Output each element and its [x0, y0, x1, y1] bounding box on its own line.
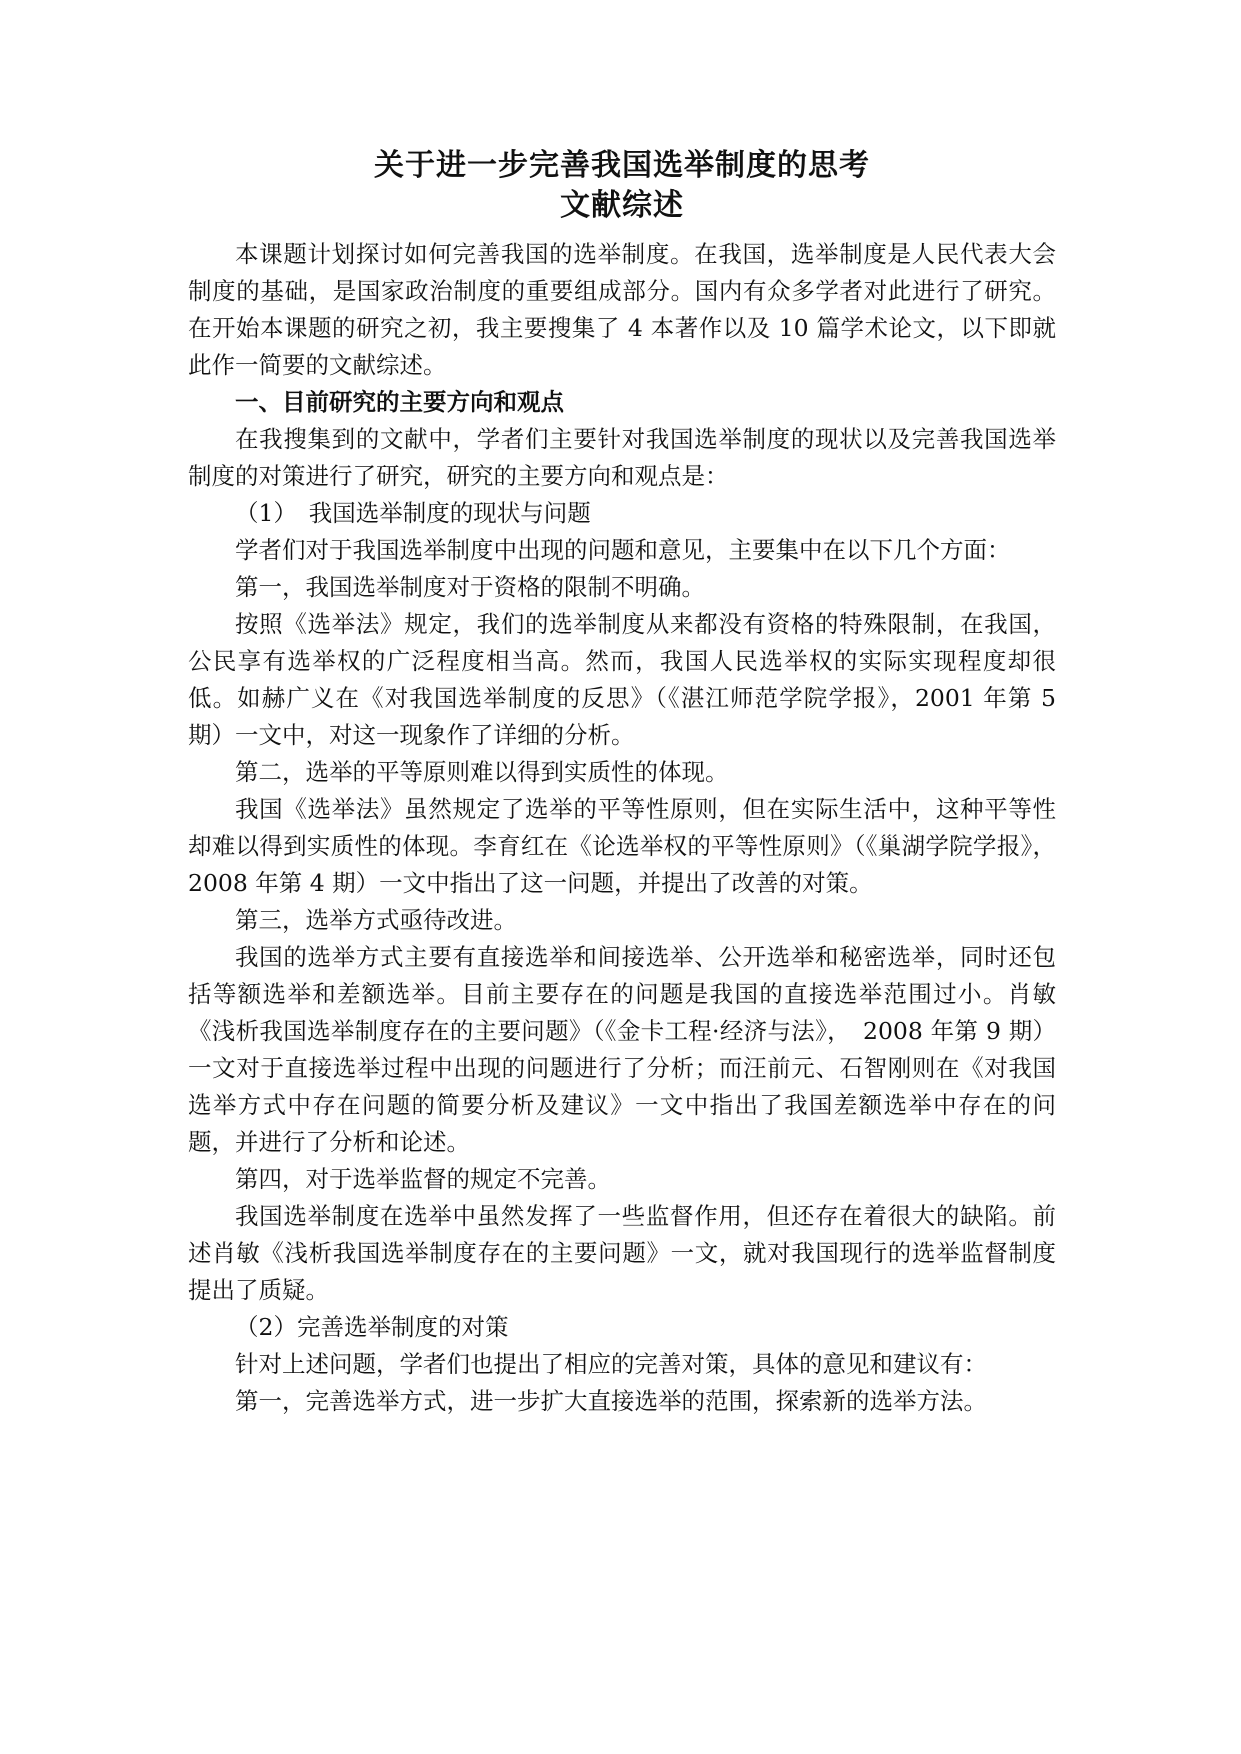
point-heading-4: 第四，对于选举监督的规定不完善。: [235, 1165, 611, 1193]
document-title: [188, 146, 1056, 226]
point-paragraph-1: 按照《选举法》规定，我们的选举制度从来都没有资格的特殊限制，在我国，公民享有选举权的广泛程度相当高。然而，我国人民选举权的实际实现程度却很低。如赫广义在《对我国选举制度的反思》（《湛江师范学院学报》，2001 年第 5 期）一文中，对这一现象作了详细的分析。: [188, 610, 1056, 749]
point-paragraph-3: 我国的选举方式主要有直接选举和间接选举、公开选举和秘密选举，同时还包括等额选举和差额选举。目前主要存在的问题是我国的直接选举范围过小。肖敏《浅析我国选举制度存在的主要问题》（《金卡工程·经济与法》， 2008 年第 9 期）一文对于直接选举过程中出现的问题进行了分析；而汪前元、石智刚则在《对我国选举方式中存在问题的简要分析及建议》一文中指出了我国差额选举中存在的问题，并进行了分析和论述。: [188, 943, 1056, 1156]
point-paragraph-4: 我国选举制度在选举中虽然发挥了一些监督作用，但还存在着很大的缺陷。前述肖敏《浅析我国选举制度存在的主要问题》一文，就对我国现行的选举监督制度提出了质疑。: [188, 1202, 1056, 1304]
point-heading-2: 第二，选举的平等原则难以得到实质性的体现。: [235, 758, 729, 786]
point-heading-3: 第三，选举方式亟待改进。: [235, 906, 517, 934]
subsection-heading-2: （2）完善选举制度的对策: [235, 1313, 509, 1341]
subsection-intro-paragraph: 学者们对于我国选举制度中出现的问题和意见，主要集中在以下几个方面：: [235, 536, 1011, 564]
point-heading-1: 第一，我国选举制度对于资格的限制不明确。: [235, 573, 705, 601]
subsection-heading: （1） 我国选举制度的现状与问题: [235, 499, 591, 527]
document-page: [188, 146, 1056, 1420]
title-line-2: 文献综述: [560, 188, 684, 223]
subsection-intro-paragraph-2: 针对上述问题，学者们也提出了相应的完善对策，具体的意见和建议有：: [235, 1350, 987, 1378]
section-heading: 一、目前研究的主要方向和观点: [235, 388, 564, 416]
point-paragraph-2: 我国《选举法》虽然规定了选举的平等性原则，但在实际生活中，这种平等性却难以得到实质性的体现。李育红在《论选举权的平等性原则》（《巢湖学院学报》，2008 年第 4 期）一文中指出了这一问题，并提出了改善的对策。: [188, 795, 1056, 897]
intro-paragraph: 本课题计划探讨如何完善我国的选举制度。在我国，选举制度是人民代表大会制度的基础，是国家政治制度的重要组成部分。国内有众多学者对此进行了研究。在开始本课题的研究之初，我主要搜集了 4 本著作以及 10 篇学术论文，以下即就此作一简要的文献综述。: [188, 240, 1056, 379]
document-body: [188, 236, 1056, 1420]
section-intro-paragraph: 在我搜集到的文献中，学者们主要针对我国选举制度的现状以及完善我国选举制度的对策进行了研究，研究的主要方向和观点是：: [188, 425, 1056, 490]
countermeasure-heading-1: 第一，完善选举方式，进一步扩大直接选举的范围，探索新的选举方法。: [235, 1387, 987, 1415]
title-line-1: 关于进一步完善我国选举制度的思考: [374, 148, 870, 183]
